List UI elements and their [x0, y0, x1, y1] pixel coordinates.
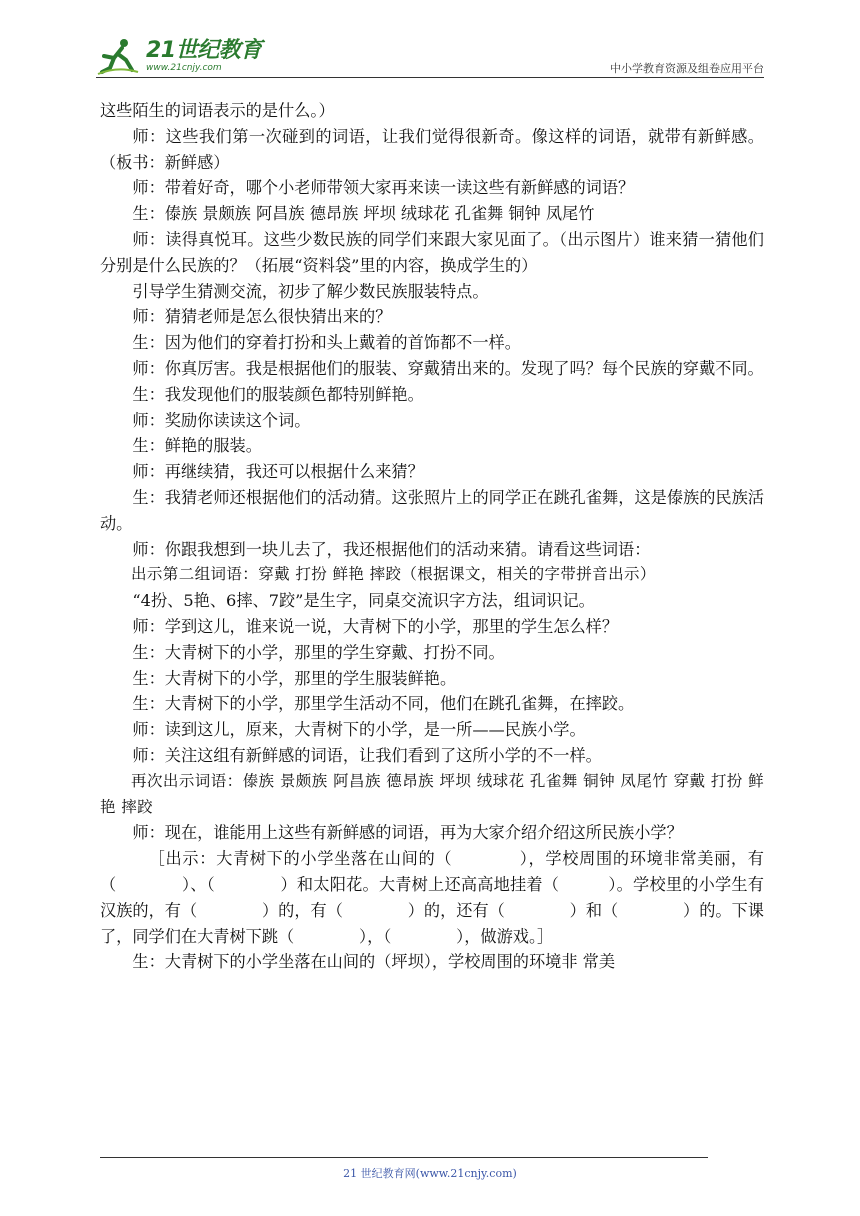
paragraph: 引导学生猜测交流，初步了解少数民族服装特点。 — [132, 281, 489, 301]
paragraph: “4扮、5艳、6摔、7跤”是生字，同桌交流识字方法，组词识记。 — [132, 591, 595, 611]
paragraph: 生：大青树下的小学，那里的学生服装鲜艳。 — [132, 668, 457, 688]
paragraph: 师：再继续猜，我还可以根据什么来猜？ — [132, 462, 424, 482]
paragraph: 生：因为他们的穿着打扮和头上戴着的首饰都不一样。 — [132, 333, 521, 353]
paragraph: 生：大青树下的小学，那里的学生穿戴、打扮不同。 — [132, 642, 505, 662]
paragraph: 再次出示词语：傣族 景颇族 阿昌族 德昂族 坪坝 绒球花 孔雀舞 铜钟 凤尾竹 穿戴 打扮 鲜艳 摔跤 — [100, 771, 764, 816]
logo-wordmark — [146, 37, 262, 73]
paragraph: 生：大青树下的小学坐落在山间的（坪坝），学校周围的环境非 常美 — [132, 952, 616, 972]
paragraph: 师：关注这组有新鲜感的词语，让我们看到了这所小学的不一样。 — [132, 745, 602, 765]
paragraph: 出示第二组词语：穿戴 打扮 鲜艳 摔跤（根据课文，相关的字带拼音出示） — [131, 565, 656, 584]
paragraph: 师：你真厉害。我是根据他们的服装、穿戴猜出来的。发现了吗？每个民族的穿戴不同。 — [132, 358, 764, 378]
paragraph: 生：傣族 景颇族 阿昌族 德昂族 坪坝 绒球花 孔雀舞 铜钟 凤尾竹 — [132, 204, 595, 224]
paragraph: 师：读得真悦耳。这些少数民族的同学们来跟大家见面了。（出示图片）谁来猜一猜他们分别是什么民族的？（拓展“资料袋”里的内容，换成学生的） — [100, 229, 764, 275]
paragraph: 生：大青树下的小学，那里学生活动不同，他们在跳孔雀舞，在摔跤。 — [132, 694, 635, 714]
paragraph: 师：你跟我想到一块儿去了，我还根据他们的活动来猜。请看这些词语： — [132, 539, 651, 559]
paragraph: 师：奖励你读读这个词。 — [132, 410, 311, 430]
paragraph: 这些陌生的词语表示的是什么。） — [100, 101, 335, 120]
runner-logo-icon — [96, 36, 140, 76]
logo-main-text: 21世纪教育 — [146, 37, 262, 63]
paragraph: 师：现在，谁能用上这些有新鲜感的词语，再为大家介绍介绍这所民族小学？ — [132, 823, 683, 843]
page-header — [96, 30, 764, 78]
footer-divider — [100, 1157, 708, 1158]
header-divider — [96, 77, 764, 78]
paragraph: 师：猜猜老师是怎么很快猜出来的？ — [132, 307, 392, 327]
platform-name: 中小学教育资源及组卷应用平台 — [610, 62, 764, 75]
document-body — [100, 98, 764, 975]
paragraph: 师：读到这儿，原来，大青树下的小学，是一所——民族小学。 — [132, 720, 586, 740]
paragraph: ［出示：大青树下的小学坐落在山间的（ ），学校周围的环境非常美丽，有（ ）、（ ）和太阳花。大青树上还高高地挂着（ ）。学校里的小学生有汉族的，有（ ）的，有（ ）的，还有（ ）和（ ）的。下课了，同学们在大青树下跳（ ），（ ），做游戏。］ — [100, 849, 764, 946]
page-footer: 21 世纪教育网(www.21cnjy.com) — [343, 1167, 517, 1180]
paragraph: 生：我猜老师还根据他们的活动猜。这张照片上的同学正在跳孔雀舞，这是傣族的民族活动。 — [100, 487, 764, 533]
paragraph: 生：鲜艳的服装。 — [132, 436, 262, 456]
paragraph: 师：这些我们第一次碰到的词语，让我们觉得很新奇。像这样的词语，就带有新鲜感。（板书：新鲜感） — [100, 126, 764, 172]
paragraph: 师：学到这儿，谁来说一说，大青树下的小学，那里的学生怎么样？ — [132, 616, 619, 636]
site-logo — [96, 34, 262, 78]
logo-url-text: www.21cnjy.com — [146, 62, 222, 73]
paragraph: 生：我发现他们的服装颜色都特别鲜艳。 — [132, 384, 424, 404]
paragraph: 师：带着好奇，哪个小老师带领大家再来读一读这些有新鲜感的词语？ — [132, 178, 635, 198]
